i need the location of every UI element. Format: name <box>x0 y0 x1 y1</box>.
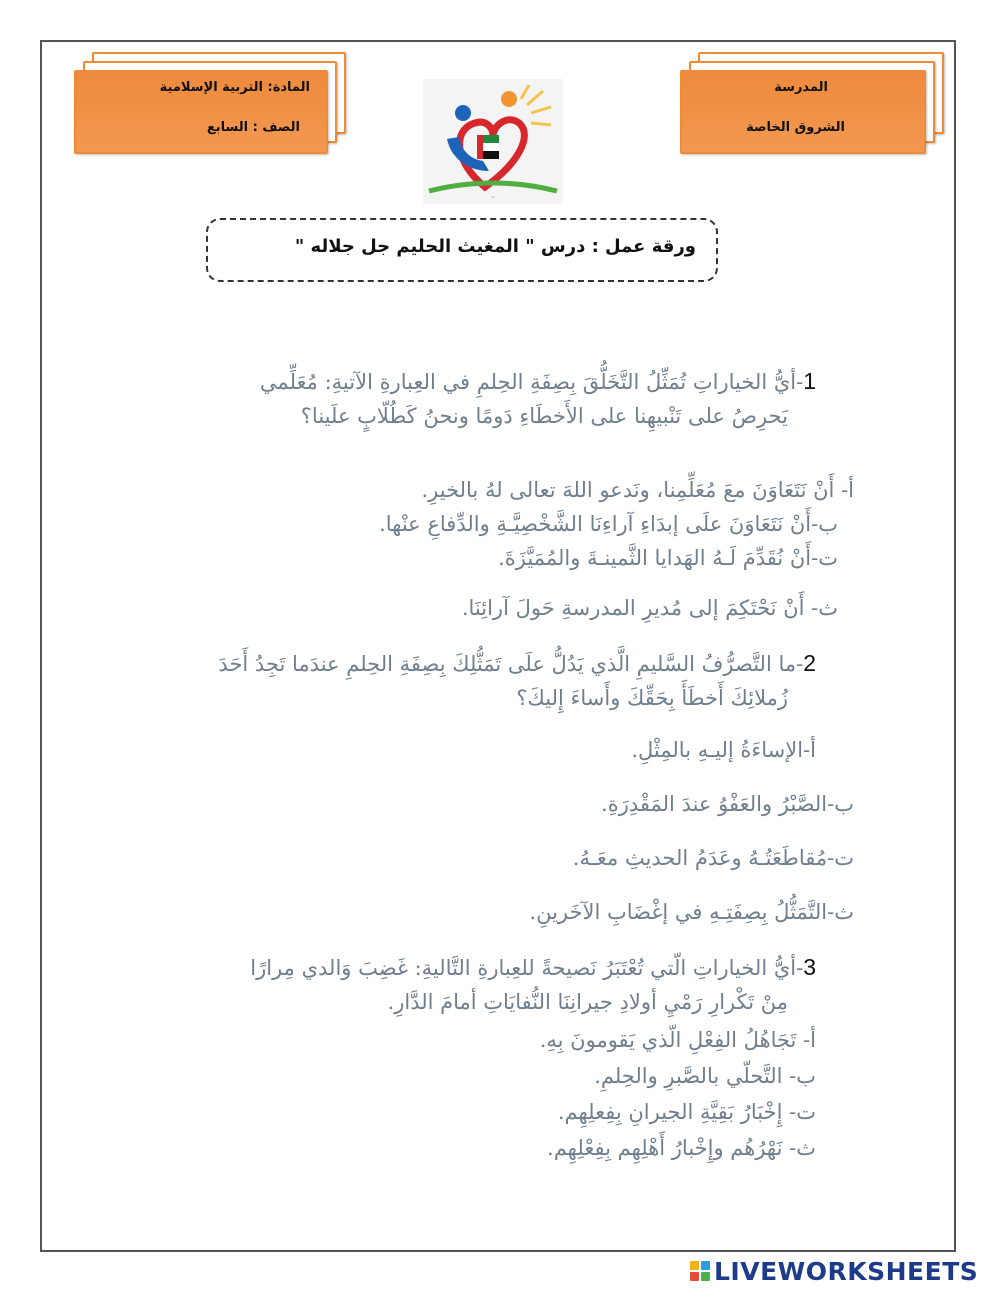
question-2-option-b: ب-الصَّبْرُ والعَفْوُ عندَ المَقْدِرَةِ. <box>601 792 854 816</box>
svg-text:~: ~ <box>490 195 496 201</box>
question-3-option-d: ث- نَهْرُهُم وإِخْبارُ أَهْلِهِم بِفِعْلِهِم. <box>547 1136 816 1160</box>
question-2-line-1 <box>218 650 816 677</box>
question-3-line-1 <box>250 954 816 981</box>
question-1-option-b: ب-أَنْ نَتَعَاوَنَ علَى إبدَاءِ آراءِنَا الشَّخْصِيَّـةِ والدِّفاعِ عنْها. <box>379 512 838 536</box>
grade-label: الصف : السابع <box>206 120 300 135</box>
question-1-option-c: ت-أَنْ نُقَدِّمَ لَـهُ الهَدايا الثَّمينـةَ والمُمَيَّزَةَ. <box>498 546 838 570</box>
worksheet-title: ورقة عمل : درس " المغيث الحليم جل جلاله " <box>294 236 696 257</box>
school-label: المدرسة <box>774 80 828 95</box>
liveworksheets-icon <box>690 1261 710 1281</box>
question-3-option-a: أ- تَجَاهُلُ الفِعْلِ الّذي يَقومونَ بِهِ. <box>539 1028 816 1052</box>
subject-label: المادة: التربية الإسلامية <box>159 80 310 95</box>
question-3-number: 3 <box>803 954 816 980</box>
question-2-option-a: أ-الإساءَةُ إليـهِ بالمِثْلِ. <box>631 738 816 762</box>
question-1-option-d: ث- أَنْ نَحْتَكِمَ إلى مُديرِ المدرسةِ حَولَ آرائِنَا. <box>461 596 838 620</box>
subject-header <box>74 52 344 152</box>
liveworksheets-brand: LIVEWORKSHEETS <box>714 1256 979 1286</box>
question-1-line-1 <box>260 368 816 395</box>
question-2-option-c: ت-مُقاطَعَتُـهُ وعَدَمُ الحديثِ معَـهُ. <box>572 846 854 870</box>
question-3-option-c: ت- إِخْبَارُ بَقِيَّةِ الجيرانِ بِفِعلِهِم. <box>557 1100 816 1124</box>
question-1-option-a: أ- أَنْ نَتَعَاوَنَ معَ مُعَلِّمِنا، ونَدعو اللهَ تعالى لهُ بالخيرِ. <box>421 478 854 502</box>
question-3-text: -أيُّ الخياراتِ الّتي تُعْتَبَرُ نَصيحةً للعِبارةِ التَّاليةِ: غَضِبَ وَالدي مِرارًا <box>250 956 804 980</box>
question-1-text: -أيُّ الخياراتِ تُمَثِّلُ التَّخَلُّقَ بِصِفَةِ الحِلمِ في العِبارةِ الآتيةِ: مُعَلِّمي <box>259 370 804 394</box>
question-3-option-b: ب- التَّحلّي بالصَّبرِ والحِلمِ. <box>594 1064 816 1088</box>
liveworksheets-logo <box>690 1254 978 1288</box>
question-2-line-2: زُملائِكَ أَخطَأَ بِحَقِّكَ وأَساءَ إِليكَ؟ <box>516 686 788 710</box>
school-header <box>680 52 950 152</box>
school-logo <box>423 79 563 204</box>
question-3-line-2: مِنْ تَكْرارِ رَمْيِ أولادِ جيرانِنَا النُّفايَاتِ أمامَ الدَّارِ. <box>387 990 788 1014</box>
question-2-option-d: ث-التَّمَثُّلُ بِصِفَتِـهِ في إغْضَابِ الآخَرينِ. <box>529 900 854 924</box>
question-2-text: -ما التَّصرُّفُ السَّليمِ الَّذي يَدُلُّ علَى تَمَثُّلِكَ بِصِفَةِ الحِلمِ عندَما تَجِدُ أَحَدَ <box>218 652 804 676</box>
question-2-number: 2 <box>803 650 816 676</box>
worksheet-title-box <box>206 218 718 282</box>
question-1-line-2: يَحرِصُ على تَنْبيهِنا على الأَخطَاءِ دَومًا ونحنُ كَطُلّابٍ علَينا؟ <box>300 404 788 428</box>
question-1-number: 1 <box>803 368 816 394</box>
school-name: الشروق الخاصة <box>746 120 845 135</box>
